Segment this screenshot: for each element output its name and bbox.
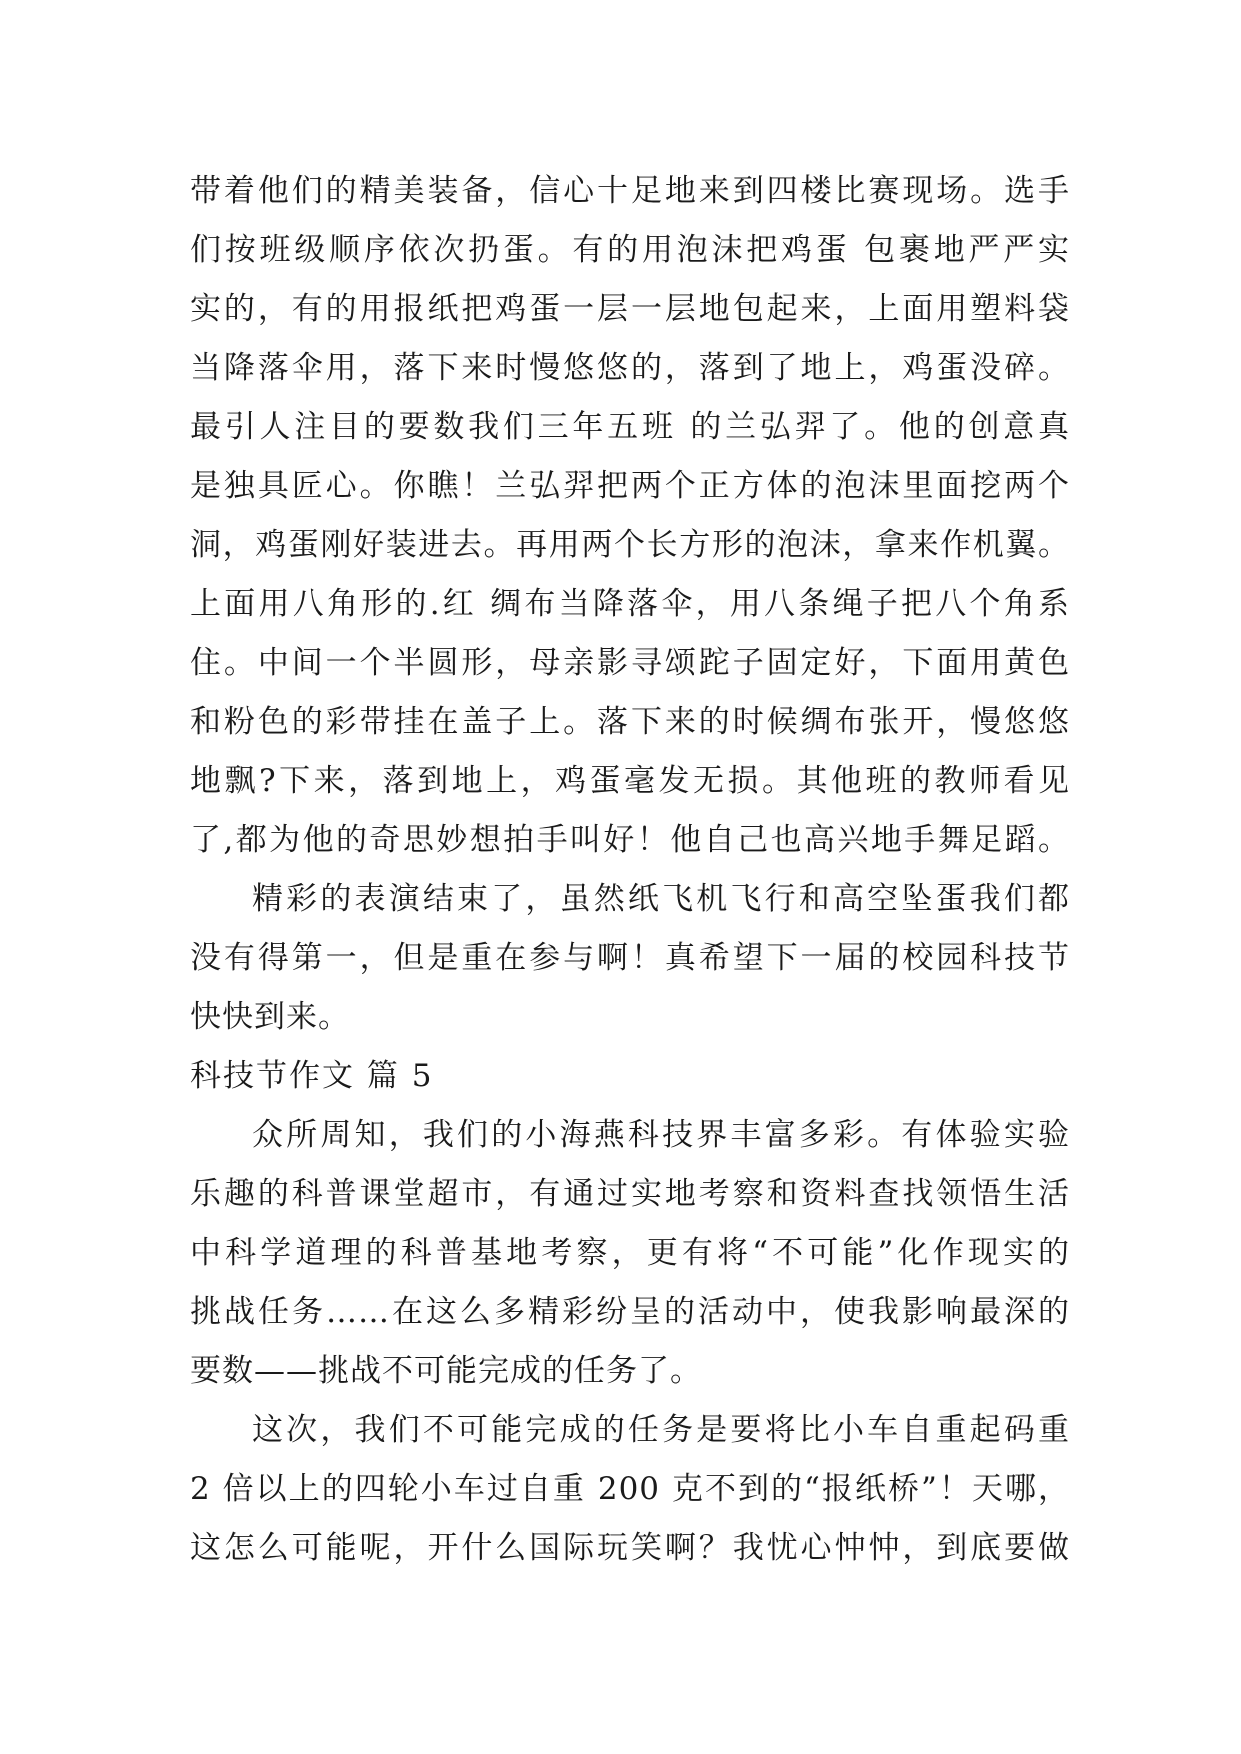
paragraph-end-line: 要数——挑战不可能完成的任务了。: [190, 1353, 702, 1389]
text-line: 实的，有的用报纸把鸡蛋一层一层地包起来，上面用塑料袋: [190, 291, 1070, 327]
text-line: 带着他们的精美装备，信心十足地来到四楼比赛现场。选手: [190, 173, 1070, 209]
paragraph-end-line: 快快到来。: [190, 999, 350, 1035]
text-line: 住。中间一个半圆形，母亲影寻颂跎子固定好，下面用黄色: [190, 645, 1070, 681]
section-heading: 科技节作文 篇 5: [190, 1058, 434, 1094]
text-line: 洞，鸡蛋刚好装进去。再用两个长方形的泡沫，拿来作机翼。: [190, 527, 1070, 563]
text-line: 中科学道理的科普基地考察，更有将“不可能”化作现实的: [190, 1235, 1070, 1271]
text-line: 上面用八角形的.红 绸布当降落伞，用八条绳子把八个角系: [190, 586, 1070, 622]
text-line: 没有得第一，但是重在参与啊！真希望下一届的校园科技节: [190, 940, 1070, 976]
text-line: 和粉色的彩带挂在盖子上。落下来的时候绸布张开，慢悠悠: [190, 704, 1070, 740]
text-line: 乐趣的科普课堂超市，有通过实地考察和资料查找领悟生活: [190, 1176, 1070, 1212]
body-text: [190, 162, 1070, 1578]
text-line: 地飘?下来，落到地上，鸡蛋毫发无损。其他班的教师看见: [190, 763, 1070, 799]
text-line: 2 倍以上的四轮小车过自重 200 克不到的“报纸桥”！天哪，: [190, 1471, 1070, 1507]
text-line: 是独具匠心。你瞧！兰弘羿把两个正方体的泡沫里面挖两个: [190, 468, 1070, 504]
text-line: 当降落伞用，落下来时慢悠悠的，落到了地上，鸡蛋没碎。: [190, 350, 1070, 386]
text-line: 们按班级顺序依次扔蛋。有的用泡沫把鸡蛋 包裹地严严实: [190, 232, 1070, 268]
text-line: 挑战任务……在这么多精彩纷呈的活动中，使我影响最深的: [190, 1294, 1070, 1330]
text-line: 这怎么可能呢，开什么国际玩笑啊？我忧心忡忡，到底要做: [190, 1530, 1070, 1566]
paragraph-start-line: 众所周知，我们的小海燕科技界丰富多彩。有体验实验: [252, 1117, 1070, 1153]
paragraph-start-line: 这次，我们不可能完成的任务是要将比小车自重起码重: [252, 1412, 1070, 1448]
text-line: 最引人注目的要数我们三年五班 的兰弘羿了。他的创意真: [190, 409, 1070, 445]
text-line: 了,都为他的奇思妙想拍手叫好！他自己也高兴地手舞足蹈。: [190, 822, 1070, 858]
paragraph-start-line: 精彩的表演结束了，虽然纸飞机飞行和高空坠蛋我们都: [252, 881, 1070, 917]
